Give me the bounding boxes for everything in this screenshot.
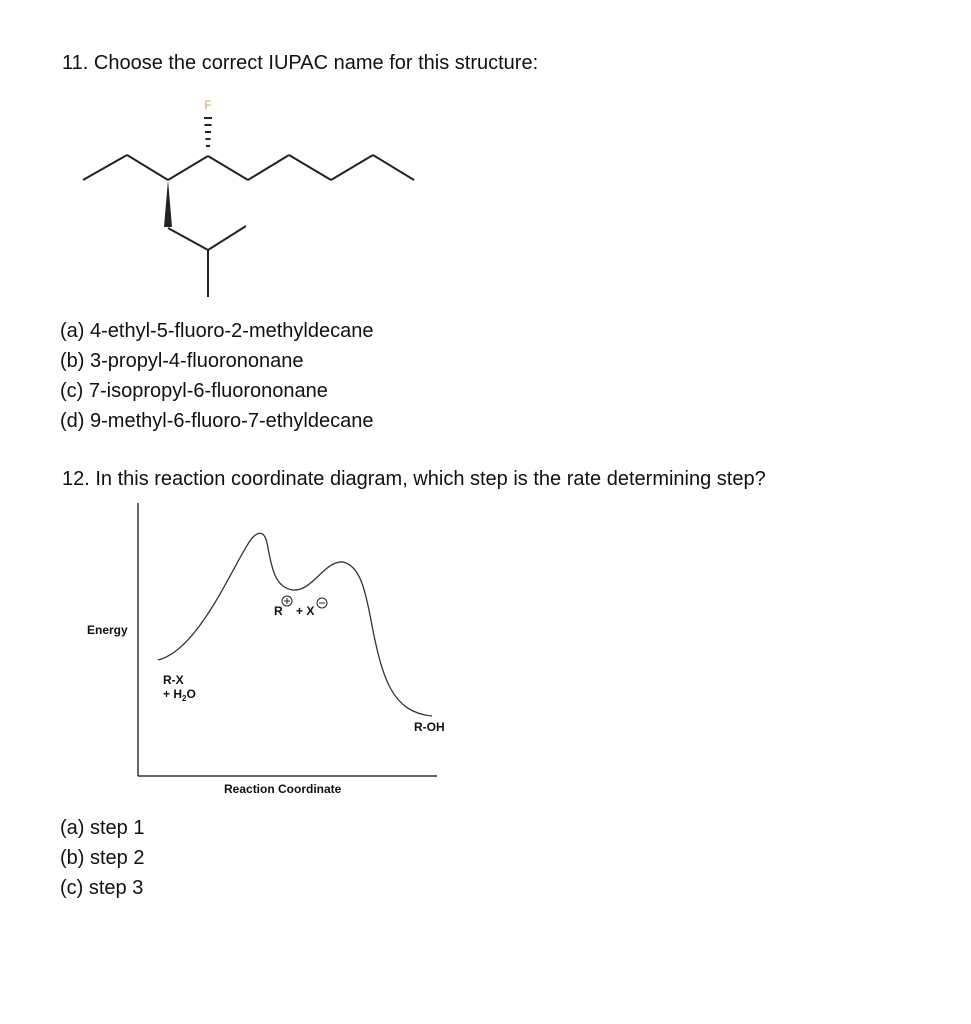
minus-charge-icon: [317, 598, 327, 608]
option-item[interactable]: (b) 3-propyl-4-fluorononane: [60, 350, 304, 372]
option-item[interactable]: (a) 4-ethyl-5-fluoro-2-methyldecane: [60, 320, 374, 342]
wedge-bond: [164, 180, 172, 227]
fluorine-label: F: [204, 98, 212, 112]
question-11-text: 11. Choose the correct IUPAC name for this structure:: [62, 52, 539, 74]
bond-line: [208, 226, 246, 250]
hash-bond: [204, 118, 212, 146]
option-item[interactable]: (d) 9-methyl-6-fluoro-7-ethyldecane: [60, 410, 374, 432]
intermediate-label: R + X: [274, 604, 315, 618]
option-item[interactable]: (c) step 3: [60, 877, 144, 899]
reaction-coordinate-label: Reaction Coordinate: [224, 782, 342, 796]
bond-line: [373, 155, 414, 180]
energy-axis-label: Energy: [87, 623, 128, 637]
question-12-options: [60, 813, 144, 903]
option-item[interactable]: (a) step 1: [60, 817, 145, 839]
option-item[interactable]: (c) 7-isopropyl-6-fluorononane: [60, 380, 328, 402]
reactant-water-label: + $H_2O$: [163, 687, 196, 703]
bond-line: [248, 155, 289, 180]
bond-line: [127, 155, 168, 180]
bond-line: [168, 228, 208, 250]
reactant-label: R-X: [163, 673, 184, 687]
energy-curve: [158, 533, 432, 716]
reaction-coordinate-diagram: [87, 503, 445, 796]
bond-line: [289, 155, 331, 180]
bond-line: [83, 155, 127, 180]
bond-line: [168, 156, 208, 180]
option-item[interactable]: (b) step 2: [60, 847, 145, 869]
bond-line: [331, 155, 373, 180]
bond-line: [208, 156, 248, 180]
skeletal-structure: [83, 155, 414, 297]
product-label: R-OH: [414, 720, 445, 734]
question-11-options: [60, 316, 373, 436]
question-12-text: 12. In this reaction coordinate diagram, which step is the rate determining step?: [62, 468, 766, 490]
